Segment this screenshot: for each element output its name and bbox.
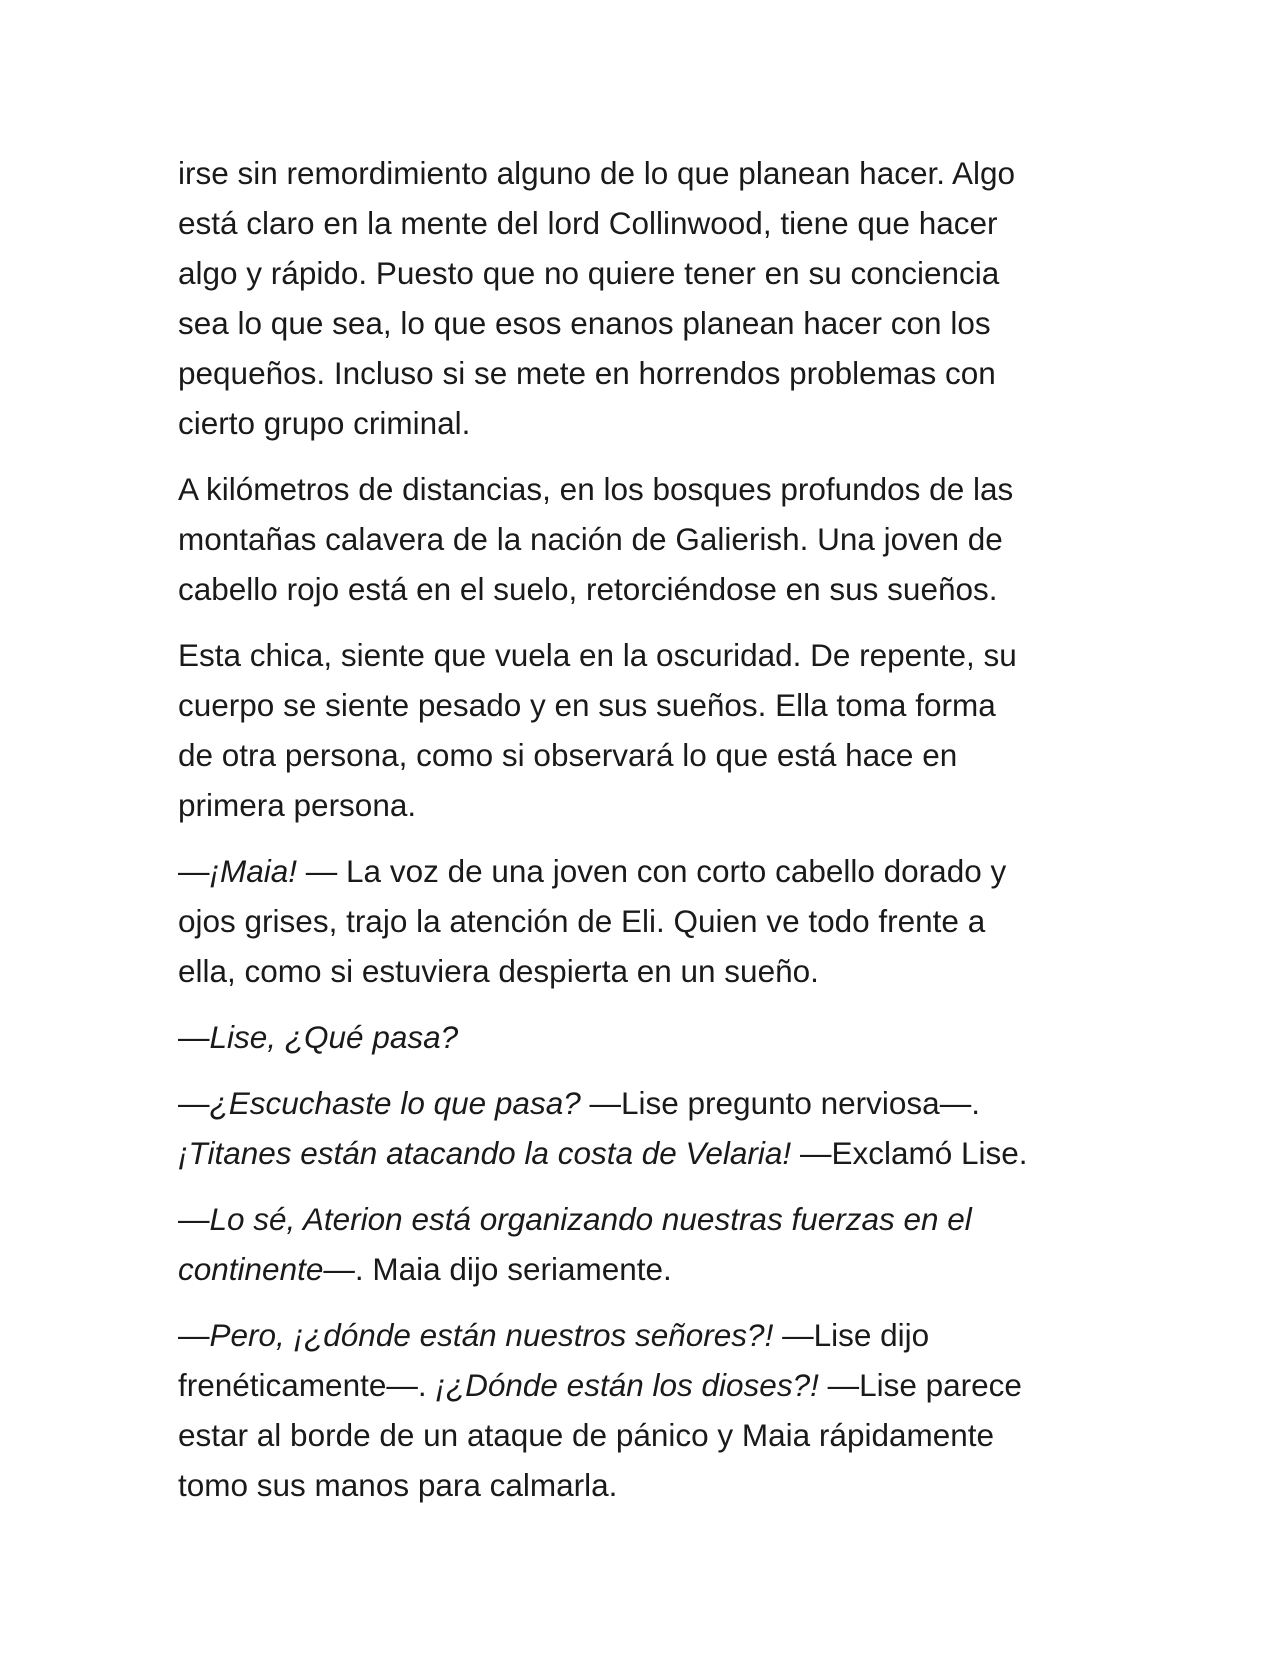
italic-dialogue-run: ¡¿Dónde están los dioses?! [435, 1367, 819, 1403]
text-line [178, 1310, 1108, 1360]
paragraph [178, 846, 1108, 996]
text-run: — La voz de una joven con corto cabello dorado y [297, 853, 1007, 889]
text-run: pequeños. Incluso si se mete en horrendos problemas con [178, 355, 996, 391]
text-run: — [178, 853, 210, 889]
italic-dialogue-run: ¡Maia! [209, 853, 298, 889]
text-run: montañas calavera de la nación de Galierish. Una joven de [178, 521, 1003, 557]
text-run: tomo sus manos para calmarla. [178, 1467, 618, 1503]
paragraph [178, 464, 1108, 614]
text-line [178, 564, 1108, 614]
text-line [178, 198, 1108, 248]
italic-dialogue-run: Lise, ¿Qué pasa? [209, 1019, 459, 1055]
text-run: ojos grises, trajo la atención de Eli. Quien ve todo frente a [178, 903, 986, 939]
text-run: — [178, 1201, 210, 1237]
text-line [178, 514, 1108, 564]
text-run: —Lise parece [818, 1367, 1022, 1403]
text-line [178, 1078, 1108, 1128]
text-run: Esta chica, siente que vuela en la oscuridad. De repente, su [178, 637, 1017, 673]
italic-dialogue-run: continente [178, 1251, 324, 1287]
text-line [178, 896, 1108, 946]
text-run: — [178, 1019, 210, 1055]
text-run: sea lo que sea, lo que esos enanos planean hacer con los [178, 305, 991, 341]
text-line [178, 1244, 1108, 1294]
paragraph [178, 1078, 1108, 1178]
text-line [178, 780, 1108, 830]
text-line [178, 1460, 1108, 1510]
paragraph [178, 148, 1108, 448]
text-line [178, 1012, 1108, 1062]
text-line [178, 730, 1108, 780]
text-run: ella, como si estuviera despierta en un sueño. [178, 953, 819, 989]
text-line [178, 1128, 1108, 1178]
text-line [178, 846, 1108, 896]
text-run: cierto grupo criminal. [178, 405, 471, 441]
italic-dialogue-run: Pero, ¡¿dónde están nuestros señores?! [209, 1317, 774, 1353]
text-run: — [178, 1085, 210, 1121]
paragraph [178, 1012, 1108, 1062]
text-line [178, 1194, 1108, 1244]
italic-dialogue-run: Lo sé, Aterion está organizando nuestras fuerzas en el [209, 1201, 972, 1237]
text-run: —Lise pregunto nerviosa—. [580, 1085, 980, 1121]
text-line [178, 630, 1108, 680]
text-run: de otra persona, como si observará lo que está hace en [178, 737, 958, 773]
text-line [178, 248, 1108, 298]
text-line [178, 1360, 1108, 1410]
paragraph [178, 1310, 1108, 1510]
text-line [178, 680, 1108, 730]
text-line [178, 348, 1108, 398]
italic-dialogue-run: ¡Titanes están atacando la costa de Velaria! [178, 1135, 792, 1171]
text-run: A kilómetros de distancias, en los bosques profundos de las [178, 471, 1014, 507]
document-body [178, 148, 1108, 1526]
text-line [178, 148, 1108, 198]
text-line [178, 464, 1108, 514]
text-run: algo y rápido. Puesto que no quiere tener en su conciencia [178, 255, 1000, 291]
text-run: — [178, 1317, 210, 1353]
text-run: cuerpo se siente pesado y en sus sueños. Ella toma forma [178, 687, 996, 723]
text-run: estar al borde de un ataque de pánico y Maia rápidamente [178, 1417, 995, 1453]
text-run: primera persona. [178, 787, 417, 823]
text-run: irse sin remordimiento alguno de lo que planean hacer. Algo [178, 155, 1016, 191]
text-run: —Lise dijo [773, 1317, 930, 1353]
text-line [178, 298, 1108, 348]
paragraph [178, 630, 1108, 830]
text-line [178, 946, 1108, 996]
italic-dialogue-run: ¿Escuchaste lo que pasa? [209, 1085, 581, 1121]
text-run: está claro en la mente del lord Collinwood, tiene que hacer [178, 205, 998, 241]
text-run: cabello rojo está en el suelo, retorciéndose en sus sueños. [178, 571, 998, 607]
text-run: —. Maia dijo seriamente. [323, 1251, 672, 1287]
paragraph [178, 1194, 1108, 1294]
text-run: —Exclamó Lise. [791, 1135, 1028, 1171]
text-line [178, 398, 1108, 448]
text-line [178, 1410, 1108, 1460]
text-run: frenéticamente—. [178, 1367, 436, 1403]
